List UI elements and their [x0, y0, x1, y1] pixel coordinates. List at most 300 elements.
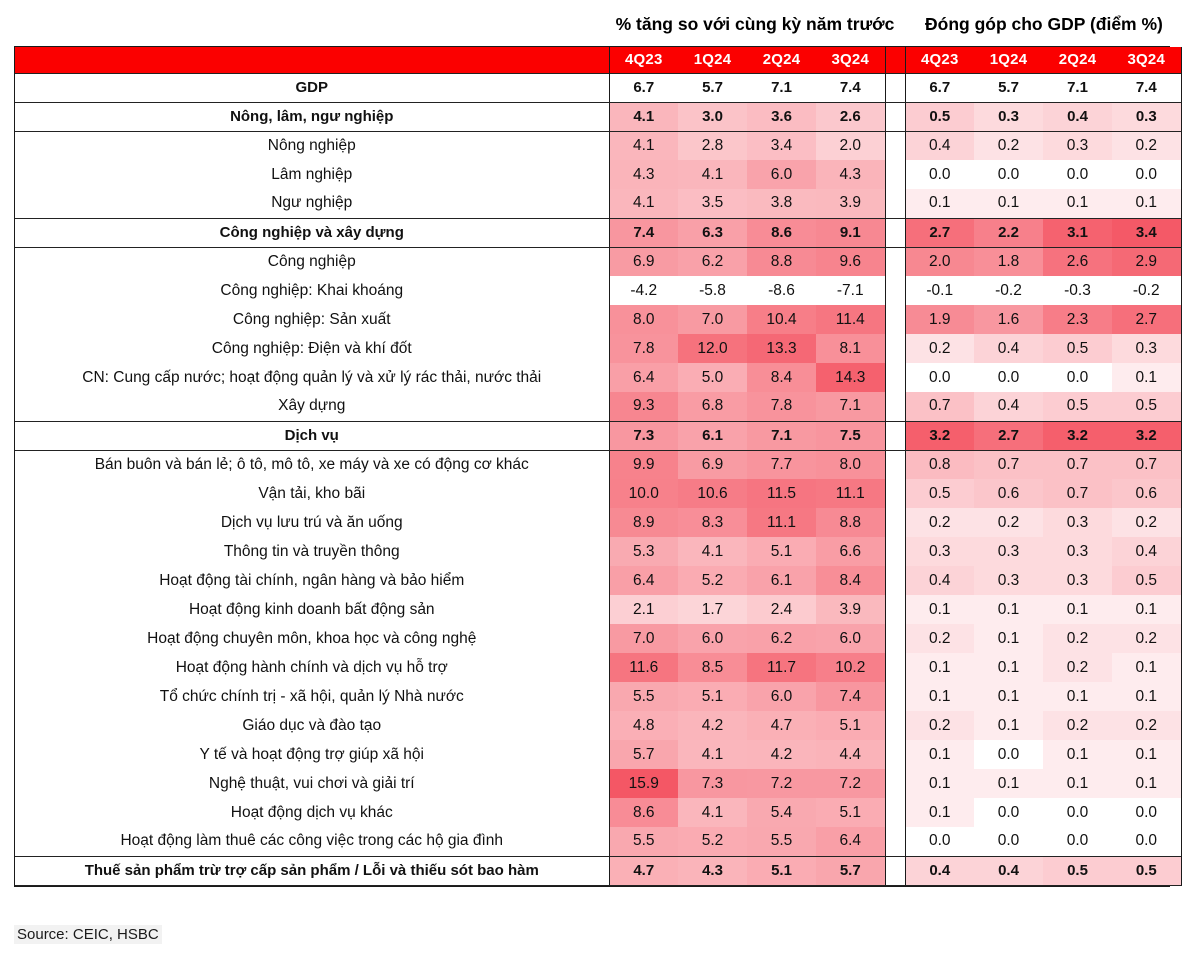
table-row — [15, 624, 1181, 653]
growth-cell: 7.4 — [816, 73, 885, 102]
contribution-cell: 6.7 — [905, 73, 974, 102]
growth-cell: 9.6 — [816, 247, 885, 276]
contribution-cell: 0.1 — [905, 769, 974, 798]
growth-cell: 2.6 — [816, 102, 885, 131]
contribution-cell: 0.5 — [1112, 566, 1181, 595]
growth-cell: 4.3 — [609, 160, 678, 189]
contribution-cell: -0.1 — [905, 276, 974, 305]
growth-cell: 6.1 — [678, 421, 747, 450]
source-note: Source: CEIC, HSBC — [14, 925, 162, 944]
panel-gap-cell — [885, 218, 905, 247]
header-growth-2Q24: 2Q24 — [747, 47, 816, 73]
contribution-cell: 1.9 — [905, 305, 974, 334]
table-row — [15, 73, 1181, 102]
growth-cell: 6.7 — [609, 73, 678, 102]
row-label: Nông nghiệp — [15, 131, 609, 160]
contribution-cell: 0.2 — [974, 508, 1043, 537]
growth-cell: 5.5 — [747, 827, 816, 856]
growth-cell: 7.8 — [609, 334, 678, 363]
contribution-cell: 0.1 — [974, 624, 1043, 653]
growth-cell: 5.3 — [609, 537, 678, 566]
growth-cell: 2.4 — [747, 595, 816, 624]
growth-cell: 6.0 — [747, 682, 816, 711]
growth-cell: 7.5 — [816, 421, 885, 450]
header-growth-3Q24: 3Q24 — [816, 47, 885, 73]
super-header-contribution: Đóng góp cho GDP (điểm %) — [925, 14, 1163, 34]
panel-gap-cell — [885, 334, 905, 363]
table-row — [15, 276, 1181, 305]
table-row — [15, 131, 1181, 160]
panel-gap-cell — [885, 566, 905, 595]
growth-cell: 3.8 — [747, 189, 816, 218]
contribution-cell: 2.9 — [1112, 247, 1181, 276]
contribution-cell: 0.0 — [1112, 160, 1181, 189]
growth-cell: 10.6 — [678, 479, 747, 508]
growth-cell: 1.7 — [678, 595, 747, 624]
contribution-cell: 0.4 — [905, 856, 974, 885]
contribution-cell: 0.1 — [905, 798, 974, 827]
row-label: Hoạt động làm thuê các công việc trong các hộ gia đình — [15, 827, 609, 856]
row-label: Công nghiệp và xây dựng — [15, 218, 609, 247]
growth-cell: 5.7 — [609, 740, 678, 769]
growth-cell: 5.1 — [678, 682, 747, 711]
table-row — [15, 769, 1181, 798]
contribution-cell: 0.2 — [1112, 508, 1181, 537]
contribution-cell: 0.2 — [1043, 653, 1112, 682]
contribution-cell: 0.0 — [974, 740, 1043, 769]
table-row — [15, 479, 1181, 508]
contribution-cell: 0.4 — [974, 334, 1043, 363]
panel-gap-cell — [885, 479, 905, 508]
growth-cell: 6.1 — [747, 566, 816, 595]
contribution-cell: 0.1 — [1112, 740, 1181, 769]
growth-cell: 6.0 — [678, 624, 747, 653]
growth-cell: 4.1 — [678, 798, 747, 827]
table-row — [15, 537, 1181, 566]
panel-gap-cell — [885, 653, 905, 682]
contribution-cell: 0.1 — [1112, 769, 1181, 798]
growth-cell: 5.2 — [678, 566, 747, 595]
contribution-cell: 0.3 — [974, 537, 1043, 566]
growth-cell: 10.0 — [609, 479, 678, 508]
contribution-cell: 0.5 — [1043, 856, 1112, 885]
contribution-cell: 0.4 — [1112, 537, 1181, 566]
growth-cell: 3.4 — [747, 131, 816, 160]
contribution-cell: 3.4 — [1112, 218, 1181, 247]
growth-cell: 6.4 — [609, 566, 678, 595]
contribution-cell: 0.1 — [1112, 595, 1181, 624]
growth-cell: 6.3 — [678, 218, 747, 247]
contribution-cell: 0.0 — [974, 827, 1043, 856]
growth-cell: 8.6 — [609, 798, 678, 827]
contribution-cell: 0.5 — [1112, 856, 1181, 885]
row-label: Vận tải, kho bãi — [15, 479, 609, 508]
contribution-cell: 0.2 — [905, 334, 974, 363]
row-label: Công nghiệp: Khai khoáng — [15, 276, 609, 305]
panel-gap-cell — [885, 856, 905, 885]
contribution-cell: 0.2 — [1112, 131, 1181, 160]
growth-cell: 3.9 — [816, 595, 885, 624]
data-table-wrapper — [14, 46, 1170, 887]
row-label: Thuế sản phẩm trừ trợ cấp sản phẩm / Lỗi và thiếu sót bao hàm — [15, 856, 609, 885]
panel-gap-cell — [885, 798, 905, 827]
growth-cell: 4.1 — [678, 740, 747, 769]
growth-cell: 5.5 — [609, 827, 678, 856]
growth-cell: 6.0 — [747, 160, 816, 189]
contribution-cell: 0.3 — [974, 566, 1043, 595]
contribution-cell: 2.6 — [1043, 247, 1112, 276]
growth-cell: 8.4 — [747, 363, 816, 392]
super-headers — [0, 14, 1200, 42]
table-row — [15, 102, 1181, 131]
contribution-cell: 0.6 — [1112, 479, 1181, 508]
contribution-cell: 2.7 — [1112, 305, 1181, 334]
growth-cell: 13.3 — [747, 334, 816, 363]
growth-cell: 5.1 — [816, 798, 885, 827]
growth-cell: 5.5 — [609, 682, 678, 711]
growth-cell: 5.7 — [816, 856, 885, 885]
growth-cell: 4.8 — [609, 711, 678, 740]
contribution-cell: 0.1 — [1112, 189, 1181, 218]
growth-cell: 7.0 — [678, 305, 747, 334]
row-label: Y tế và hoạt động trợ giúp xã hội — [15, 740, 609, 769]
growth-cell: 4.3 — [678, 856, 747, 885]
contribution-cell: 0.3 — [1043, 537, 1112, 566]
growth-cell: 4.7 — [747, 711, 816, 740]
growth-cell: 9.3 — [609, 392, 678, 421]
table-row — [15, 247, 1181, 276]
panel-gap-cell — [885, 131, 905, 160]
growth-cell: 8.1 — [816, 334, 885, 363]
contribution-cell: 0.0 — [1043, 827, 1112, 856]
growth-cell: 4.1 — [678, 537, 747, 566]
contribution-cell: 2.0 — [905, 247, 974, 276]
growth-cell: 5.1 — [747, 856, 816, 885]
growth-cell: 6.8 — [678, 392, 747, 421]
growth-cell: 7.1 — [816, 392, 885, 421]
contribution-cell: 0.1 — [1043, 740, 1112, 769]
contribution-cell: 0.3 — [905, 537, 974, 566]
panel-gap-cell — [885, 189, 905, 218]
table-row — [15, 508, 1181, 537]
contribution-cell: 0.8 — [905, 450, 974, 479]
row-label: Ngư nghiệp — [15, 189, 609, 218]
row-label: Công nghiệp — [15, 247, 609, 276]
contribution-cell: 0.5 — [1043, 392, 1112, 421]
table-row — [15, 363, 1181, 392]
growth-cell: 8.8 — [816, 508, 885, 537]
contribution-cell: 3.1 — [1043, 218, 1112, 247]
contribution-cell: 0.5 — [905, 102, 974, 131]
table-row — [15, 595, 1181, 624]
growth-cell: 2.8 — [678, 131, 747, 160]
table-row — [15, 798, 1181, 827]
contribution-cell: 0.0 — [1043, 798, 1112, 827]
contribution-cell: 0.1 — [974, 711, 1043, 740]
growth-cell: 5.1 — [747, 537, 816, 566]
growth-cell: 8.5 — [678, 653, 747, 682]
contribution-cell: 0.1 — [905, 653, 974, 682]
contribution-cell: 0.1 — [1043, 769, 1112, 798]
growth-cell: 3.6 — [747, 102, 816, 131]
table-row — [15, 740, 1181, 769]
growth-cell: 7.1 — [747, 421, 816, 450]
contribution-cell: 0.3 — [1043, 566, 1112, 595]
row-label: Hoạt động dịch vụ khác — [15, 798, 609, 827]
growth-cell: 6.6 — [816, 537, 885, 566]
contribution-cell: 0.2 — [1043, 624, 1112, 653]
growth-cell: 8.0 — [609, 305, 678, 334]
contribution-cell: 0.4 — [974, 856, 1043, 885]
contribution-cell: 0.5 — [1112, 392, 1181, 421]
contribution-cell: 2.3 — [1043, 305, 1112, 334]
contribution-cell: 0.0 — [974, 160, 1043, 189]
growth-cell: 9.1 — [816, 218, 885, 247]
panel-gap-cell — [885, 247, 905, 276]
growth-cell: 14.3 — [816, 363, 885, 392]
growth-cell: 5.7 — [678, 73, 747, 102]
panel-gap-cell — [885, 47, 905, 73]
contribution-cell: -0.2 — [974, 276, 1043, 305]
growth-cell: 11.1 — [747, 508, 816, 537]
contribution-cell: 0.2 — [905, 624, 974, 653]
row-label: Tổ chức chính trị - xã hội, quản lý Nhà nước — [15, 682, 609, 711]
contribution-cell: 0.6 — [974, 479, 1043, 508]
growth-cell: -5.8 — [678, 276, 747, 305]
panel-gap-cell — [885, 363, 905, 392]
contribution-cell: 0.1 — [974, 189, 1043, 218]
contribution-cell: 2.7 — [974, 421, 1043, 450]
contribution-cell: -0.2 — [1112, 276, 1181, 305]
contribution-cell: 0.7 — [1043, 479, 1112, 508]
header-growth-4Q23: 4Q23 — [609, 47, 678, 73]
growth-cell: 5.4 — [747, 798, 816, 827]
contribution-cell: 0.1 — [1043, 595, 1112, 624]
panel-gap-cell — [885, 160, 905, 189]
contribution-cell: 0.1 — [1112, 653, 1181, 682]
contribution-cell: 0.1 — [1043, 682, 1112, 711]
contribution-cell: 2.7 — [905, 218, 974, 247]
contribution-cell: 3.2 — [1112, 421, 1181, 450]
contribution-cell: 0.1 — [905, 682, 974, 711]
contribution-cell: 0.3 — [1043, 508, 1112, 537]
contribution-cell: 0.0 — [974, 363, 1043, 392]
growth-cell: 4.7 — [609, 856, 678, 885]
growth-cell: 7.3 — [609, 421, 678, 450]
header-growth-1Q24: 1Q24 — [678, 47, 747, 73]
growth-cell: 15.9 — [609, 769, 678, 798]
contribution-cell: 0.1 — [974, 769, 1043, 798]
growth-cell: 8.3 — [678, 508, 747, 537]
growth-cell: 12.0 — [678, 334, 747, 363]
contribution-cell: 0.0 — [974, 798, 1043, 827]
contribution-cell: 1.6 — [974, 305, 1043, 334]
contribution-cell: 7.1 — [1043, 73, 1112, 102]
table-header-row — [15, 47, 1181, 73]
contribution-cell: 0.5 — [905, 479, 974, 508]
growth-cell: 4.2 — [747, 740, 816, 769]
growth-cell: 6.4 — [609, 363, 678, 392]
growth-cell: 3.9 — [816, 189, 885, 218]
growth-cell: 8.0 — [816, 450, 885, 479]
contribution-cell: 0.4 — [905, 566, 974, 595]
panel-gap-cell — [885, 392, 905, 421]
growth-cell: -8.6 — [747, 276, 816, 305]
contribution-cell: 0.3 — [1112, 334, 1181, 363]
table-row — [15, 450, 1181, 479]
row-label: Nông, lâm, ngư nghiệp — [15, 102, 609, 131]
growth-cell: 7.8 — [747, 392, 816, 421]
contribution-cell: 7.4 — [1112, 73, 1181, 102]
contribution-cell: 0.1 — [974, 653, 1043, 682]
contribution-cell: 0.0 — [1112, 827, 1181, 856]
gdp-sector-table — [15, 47, 1182, 886]
contribution-cell: 0.1 — [1112, 363, 1181, 392]
row-label: Bán buôn và bán lẻ; ô tô, mô tô, xe máy và xe có động cơ khác — [15, 450, 609, 479]
contribution-cell: 0.1 — [974, 595, 1043, 624]
table-row — [15, 421, 1181, 450]
panel-gap-cell — [885, 711, 905, 740]
contribution-cell: 0.3 — [974, 102, 1043, 131]
table-row — [15, 682, 1181, 711]
row-label: Xây dựng — [15, 392, 609, 421]
contribution-cell: 0.1 — [905, 189, 974, 218]
row-label: Công nghiệp: Điện và khí đốt — [15, 334, 609, 363]
growth-cell: 11.1 — [816, 479, 885, 508]
contribution-cell: 0.1 — [905, 595, 974, 624]
growth-cell: 6.9 — [678, 450, 747, 479]
growth-cell: 8.4 — [816, 566, 885, 595]
growth-cell: 6.9 — [609, 247, 678, 276]
row-label: Hoạt động tài chính, ngân hàng và bảo hiểm — [15, 566, 609, 595]
row-label: Công nghiệp: Sản xuất — [15, 305, 609, 334]
growth-cell: 5.2 — [678, 827, 747, 856]
row-label: GDP — [15, 73, 609, 102]
row-label: Hoạt động hành chính và dịch vụ hỗ trợ — [15, 653, 609, 682]
growth-cell: 10.4 — [747, 305, 816, 334]
growth-cell: 10.2 — [816, 653, 885, 682]
row-label: Lâm nghiệp — [15, 160, 609, 189]
contribution-cell: 0.0 — [905, 827, 974, 856]
contribution-cell: 0.2 — [1112, 624, 1181, 653]
growth-cell: 9.9 — [609, 450, 678, 479]
row-label: CN: Cung cấp nước; hoạt động quản lý và xử lý rác thải, nước thải — [15, 363, 609, 392]
contribution-cell: 0.1 — [905, 740, 974, 769]
panel-gap-cell — [885, 450, 905, 479]
growth-cell: 8.8 — [747, 247, 816, 276]
panel-gap-cell — [885, 537, 905, 566]
growth-cell: 11.4 — [816, 305, 885, 334]
contribution-cell: 0.5 — [1043, 334, 1112, 363]
table-row — [15, 653, 1181, 682]
header-contribution-3Q24: 3Q24 — [1112, 47, 1181, 73]
row-label: Nghệ thuật, vui chơi và giải trí — [15, 769, 609, 798]
growth-cell: -4.2 — [609, 276, 678, 305]
contribution-cell: 2.2 — [974, 218, 1043, 247]
contribution-cell: 0.0 — [1043, 363, 1112, 392]
contribution-cell: 5.7 — [974, 73, 1043, 102]
panel-gap-cell — [885, 740, 905, 769]
panel-gap-cell — [885, 508, 905, 537]
super-header-growth: % tăng so với cùng kỳ năm trước — [615, 14, 895, 34]
header-label-cell — [15, 47, 609, 73]
contribution-cell: 0.1 — [1043, 189, 1112, 218]
contribution-cell: 0.7 — [905, 392, 974, 421]
growth-cell: 7.2 — [747, 769, 816, 798]
growth-cell: 11.6 — [609, 653, 678, 682]
growth-cell: 3.0 — [678, 102, 747, 131]
panel-gap-cell — [885, 305, 905, 334]
contribution-cell: 0.0 — [1112, 798, 1181, 827]
growth-cell: 5.1 — [816, 711, 885, 740]
contribution-cell: 3.2 — [1043, 421, 1112, 450]
contribution-cell: 3.2 — [905, 421, 974, 450]
growth-cell: 2.1 — [609, 595, 678, 624]
panel-gap-cell — [885, 624, 905, 653]
panel-gap-cell — [885, 769, 905, 798]
growth-cell: 4.2 — [678, 711, 747, 740]
row-label: Thông tin và truyền thông — [15, 537, 609, 566]
contribution-cell: 0.1 — [1112, 682, 1181, 711]
panel-gap-cell — [885, 595, 905, 624]
table-row — [15, 566, 1181, 595]
table-row — [15, 160, 1181, 189]
table-row — [15, 392, 1181, 421]
contribution-cell: 0.2 — [1112, 711, 1181, 740]
panel-gap-cell — [885, 682, 905, 711]
contribution-cell: 0.3 — [1112, 102, 1181, 131]
panel-gap-cell — [885, 102, 905, 131]
table-row — [15, 856, 1181, 885]
row-label: Hoạt động chuyên môn, khoa học và công nghệ — [15, 624, 609, 653]
contribution-cell: 0.4 — [905, 131, 974, 160]
contribution-cell: 0.2 — [974, 131, 1043, 160]
table-row — [15, 218, 1181, 247]
contribution-cell: 0.4 — [1043, 102, 1112, 131]
growth-cell: 5.0 — [678, 363, 747, 392]
growth-cell: 8.6 — [747, 218, 816, 247]
contribution-cell: 0.3 — [1043, 131, 1112, 160]
contribution-cell: 0.7 — [974, 450, 1043, 479]
growth-cell: 4.3 — [816, 160, 885, 189]
panel-gap-cell — [885, 827, 905, 856]
growth-cell: 6.2 — [747, 624, 816, 653]
contribution-cell: 0.0 — [1043, 160, 1112, 189]
growth-cell: 4.1 — [609, 131, 678, 160]
growth-cell: 7.4 — [816, 682, 885, 711]
growth-cell: 6.2 — [678, 247, 747, 276]
contribution-cell: 1.8 — [974, 247, 1043, 276]
growth-cell: 6.0 — [816, 624, 885, 653]
growth-cell: 4.4 — [816, 740, 885, 769]
growth-cell: 7.2 — [816, 769, 885, 798]
growth-cell: 7.0 — [609, 624, 678, 653]
table-row — [15, 827, 1181, 856]
contribution-cell: 0.7 — [1043, 450, 1112, 479]
growth-cell: 6.4 — [816, 827, 885, 856]
panel-gap-cell — [885, 421, 905, 450]
header-contribution-4Q23: 4Q23 — [905, 47, 974, 73]
row-label: Giáo dục và đào tạo — [15, 711, 609, 740]
header-contribution-1Q24: 1Q24 — [974, 47, 1043, 73]
growth-cell: 4.1 — [678, 160, 747, 189]
growth-cell: 4.1 — [609, 102, 678, 131]
table-row — [15, 305, 1181, 334]
contribution-cell: 0.0 — [905, 363, 974, 392]
growth-cell: 4.1 — [609, 189, 678, 218]
contribution-cell: 0.1 — [974, 682, 1043, 711]
growth-cell: 7.4 — [609, 218, 678, 247]
